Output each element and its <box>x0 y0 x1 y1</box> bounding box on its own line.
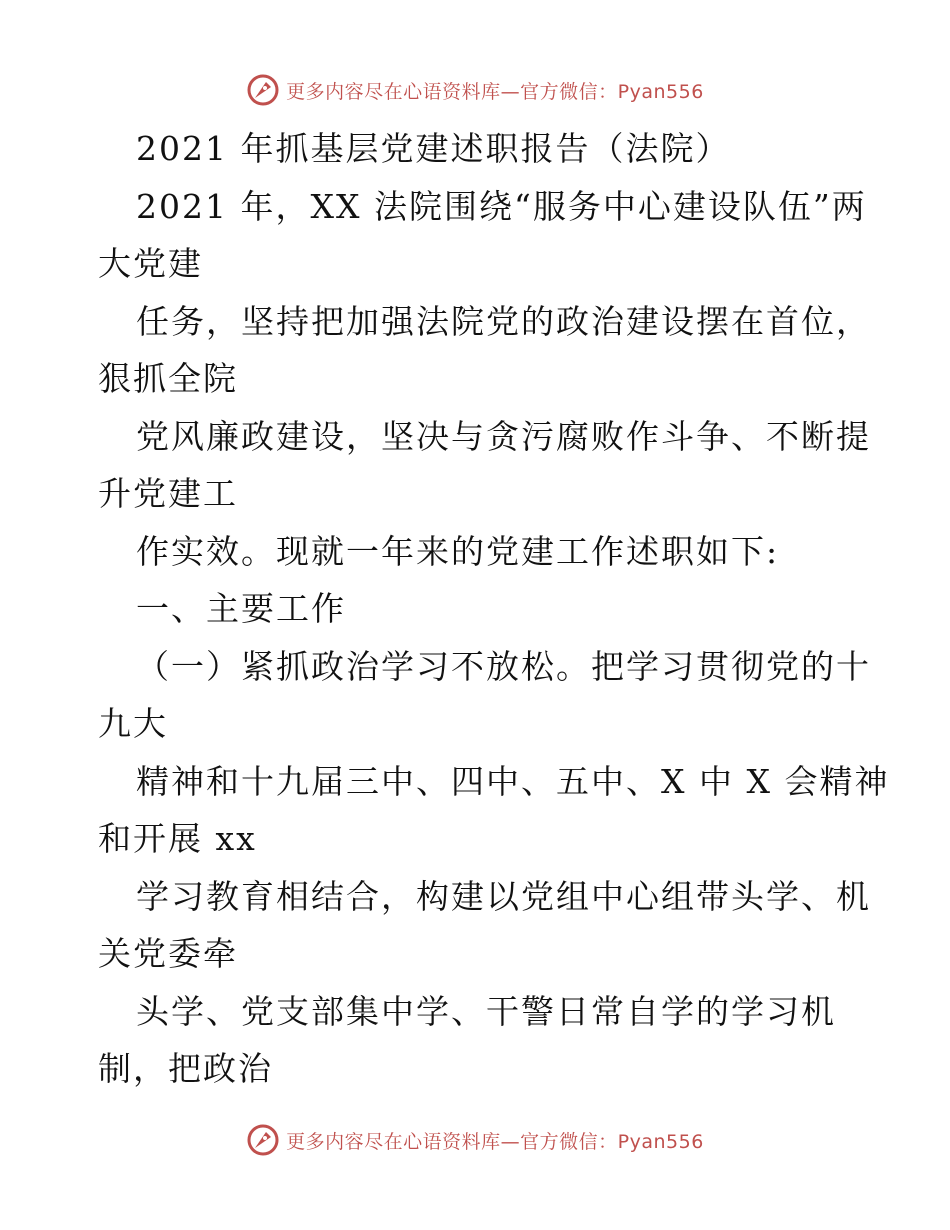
text-line: 2021 年抓基层党建述职报告（法院） <box>136 129 731 168</box>
text-line: 关党委牵 <box>98 934 238 973</box>
watermark-text: 更多内容尽在心语资料库—官方微信：Pyan556 <box>286 80 704 103</box>
text-line: 学习教育相结合，构建以党组中心组带头学、机 <box>136 876 871 916</box>
text-line: 作实效。现就一年来的党建工作述职如下: <box>136 531 780 571</box>
text-line: 精神和十九届三中、四中、五中、X 中 X 会精神 <box>136 761 890 801</box>
text-line: 党风廉政建设，坚决与贪污腐败作斗争、不断提 <box>136 416 871 456</box>
text-line: 升党建工 <box>98 474 238 513</box>
watermark-text: 更多内容尽在心语资料库—官方微信：Pyan556 <box>286 1130 704 1153</box>
text-line: 狠抓全院 <box>98 359 238 398</box>
watermark-banner-top <box>0 70 950 110</box>
document-body <box>98 120 890 1098</box>
text-line: 任务，坚持把加强法院党的政治建设摆在首位， <box>136 301 871 341</box>
watermark-banner-bottom <box>0 1120 950 1160</box>
text-line: （一）紧抓政治学习不放松。把学习贯彻党的十 <box>136 646 871 686</box>
text-line: 头学、党支部集中学、干警日常自学的学习机 <box>136 991 836 1031</box>
text-line: 和开展 xx <box>98 819 257 858</box>
text-line: 制，把政治 <box>98 1049 273 1088</box>
pen-nib-logo-icon <box>246 73 280 107</box>
text-line: 九大 <box>98 704 168 743</box>
text-line: 2021 年，XX 法院围绕“服务中心建设队伍”两 <box>136 186 867 226</box>
text-line: 大党建 <box>98 244 203 283</box>
pen-nib-logo-icon <box>246 1123 280 1157</box>
text-line: 一、主要工作 <box>136 589 346 628</box>
